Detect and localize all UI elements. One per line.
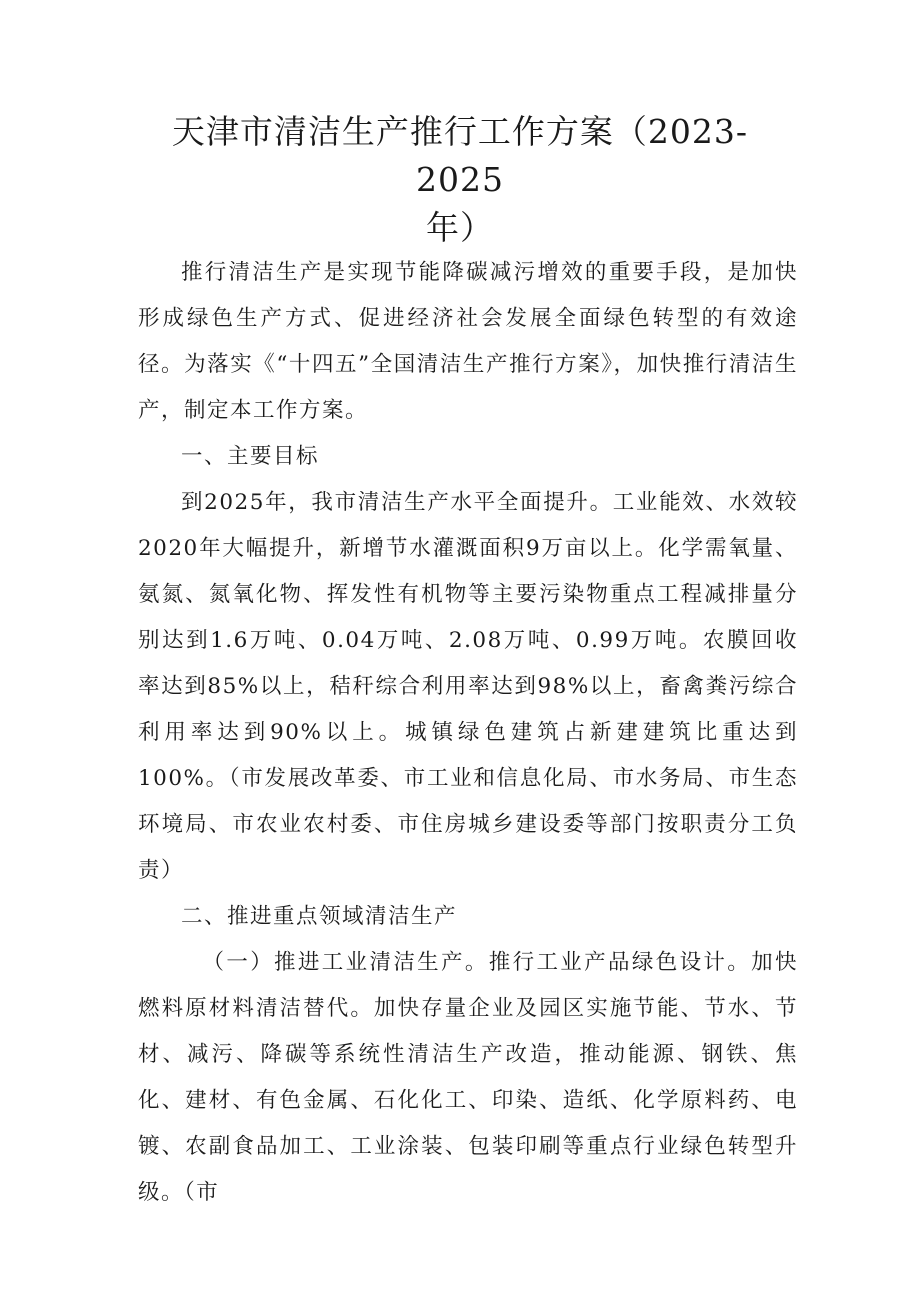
title-line-1: 天津市清洁生产推行工作方案（2023-2025: [171, 112, 749, 199]
title-line-2: 年）: [426, 208, 494, 247]
main-goals-paragraph: 到2025年，我市清洁生产水平全面提升。工业能效、水效较2020年大幅提升，新增节水灌溉面积9万亩以上。化学需氧量、氨氮、氮氧化物、挥发性有机物等主要污染物重点工程减排量分别达到1.6万吨、0.04万吨、2.08万吨、0.99万吨。农膜回收率达到85%以上，秸秆综合利用率达到98%以上，畜禽粪污综合利用率达到90%以上。城镇绿色建筑占新建建筑比重达到100%。（市发展改革委、市工业和信息化局、市水务局、市生态环境局、市农业农村委、市住房城乡建设委等部门按职责分工负责）: [138, 490, 798, 883]
intro-paragraph: 推行清洁生产是实现节能降碳减污增效的重要手段，是加快形成绿色生产方式、促进经济社会发展全面绿色转型的有效途径。为落实《“十四五”全国清洁生产推行方案》，加快推行清洁生产，制定本工作方案。: [138, 260, 798, 423]
industrial-clean-production-paragraph: （一）推进工业清洁生产。推行工业产品绿色设计。加快燃料原材料清洁替代。加快存量企业及园区实施节能、节水、节材、减污、降碳等系统性清洁生产改造，推动能源、钢铁、焦化、建材、有色金属、石化化工、印染、造纸、化学原料药、电镀、农副食品加工、工业涂装、包装印刷等重点行业绿色转型升级。（市: [138, 950, 798, 1205]
section-heading-key-fields: 二、推进重点领域清洁生产: [181, 904, 458, 929]
document-title: [130, 108, 790, 252]
document-body: [138, 250, 798, 1216]
section-heading-main-goals: 一、主要目标: [181, 444, 320, 469]
